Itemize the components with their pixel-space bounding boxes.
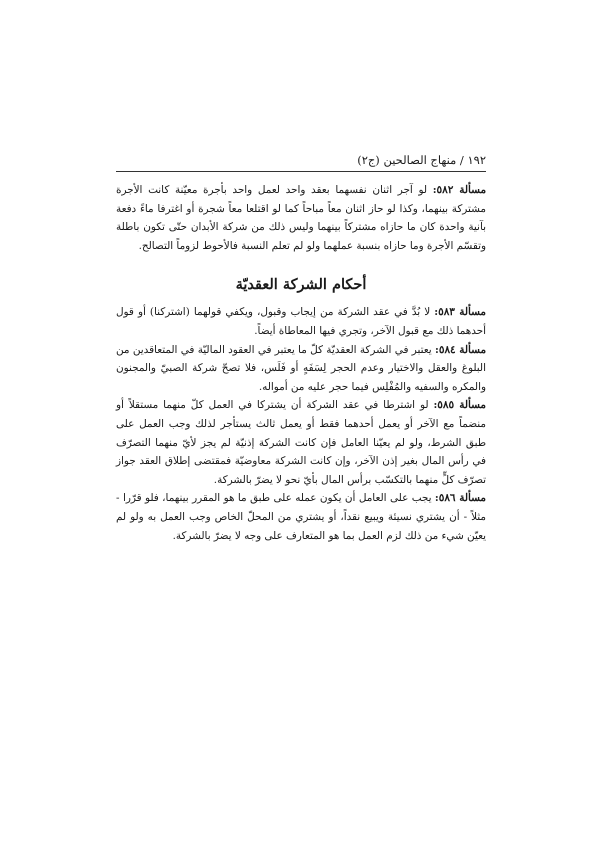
masala-582 <box>116 181 486 255</box>
masala-584 <box>116 341 486 397</box>
masala-583 <box>116 303 486 340</box>
section-title: أحكام الشركة العقديّة <box>235 276 367 294</box>
masala-text: يعتبر في الشركة العقديّة كلّ ما يعتبر في العقود الماليّة في المتعاقدين من البلوغ والعقل والاختيار وعدم الحجر لِسَفَهٍ أو فَلَس، فلا تصحّ شركة الصبيّ والمجنون والمكره والسفيه والمُفْلِس فيما حجر عليه من أمواله. <box>116 343 486 393</box>
document-page <box>116 152 486 545</box>
masala-text: لو آجر اثنان نفسهما بعقد واحد لعمل واحد بأجرة معيّنة كانت الأجرة مشتركة بينهما، وكذا لو حاز اثنان معاً مباحاً كما لو اقتلعا معاً شجرة أو اغترفا ماءً دفعة بآنية واحدة كان ما حازاه مشتركاً بينهما وليس ذلك من شركة الأبدان حتّى تكون باطلة وتقسّم الأجرة وما حازاه بنسبة عملهما ولو لم تعلم النسبة فالأحوط لزوماً التصالح. <box>116 184 486 252</box>
masala-label: مسألة ٥٨٥: <box>433 399 486 412</box>
masala-label: مسألة ٥٨٣: <box>434 306 486 319</box>
masala-585 <box>116 396 486 489</box>
masala-label: مسألة ٥٨٤: <box>435 343 487 356</box>
masala-label: مسألة ٥٨٦: <box>434 492 486 505</box>
masala-text: لو اشترطا في عقد الشركة أن يشتركا في العمل كلّ منهما مستقلاً أو منضماً مع الآخر أو يعمل أحدهما فقط أو يعمل ثالث يستأجر لذلك وجب العمل على طبق الشرط، ولو لم يعيّنا العامل فإن كانت الشركة إذنيّة لم يجز لأيّ منهما التصرّف في رأس المال بغير إذن الآخر، وإن كانت الشركة معاوضيّة فمقتضى إطلاق العقد جواز تصرّف كلٍّ منهما بالتكسّب برأس المال بأيّ نحو لا يضرّ بالشركة. <box>116 399 486 486</box>
masala-text: لا بُدَّ في عقد الشركة من إيجاب وقبول، ويكفي قولهما (اشتركنا) أو قول أحدهما ذلك مع قبول الآخر، وتجري فيها المعاطاة أيضاً. <box>116 306 486 337</box>
masala-label: مسألة ٥٨٢: <box>432 184 487 196</box>
masala-586 <box>116 489 486 545</box>
masala-text: يجب على العامل أن يكون عمله على طبق ما هو المقرر بينهما، فلو قرّرا - مثلاً - أن يشتري نسيئة ويبيع نقداً، أو يشتري من المحلّ الخاص وجب العمل به ولو لم يعيّن شيء من ذلك لزم العمل بما هو المتعارف على وجه لا يضرّ بالشركة. <box>116 492 486 542</box>
running-header: ١٩٢ / منهاج الصالحين (ج٢) <box>116 152 486 172</box>
